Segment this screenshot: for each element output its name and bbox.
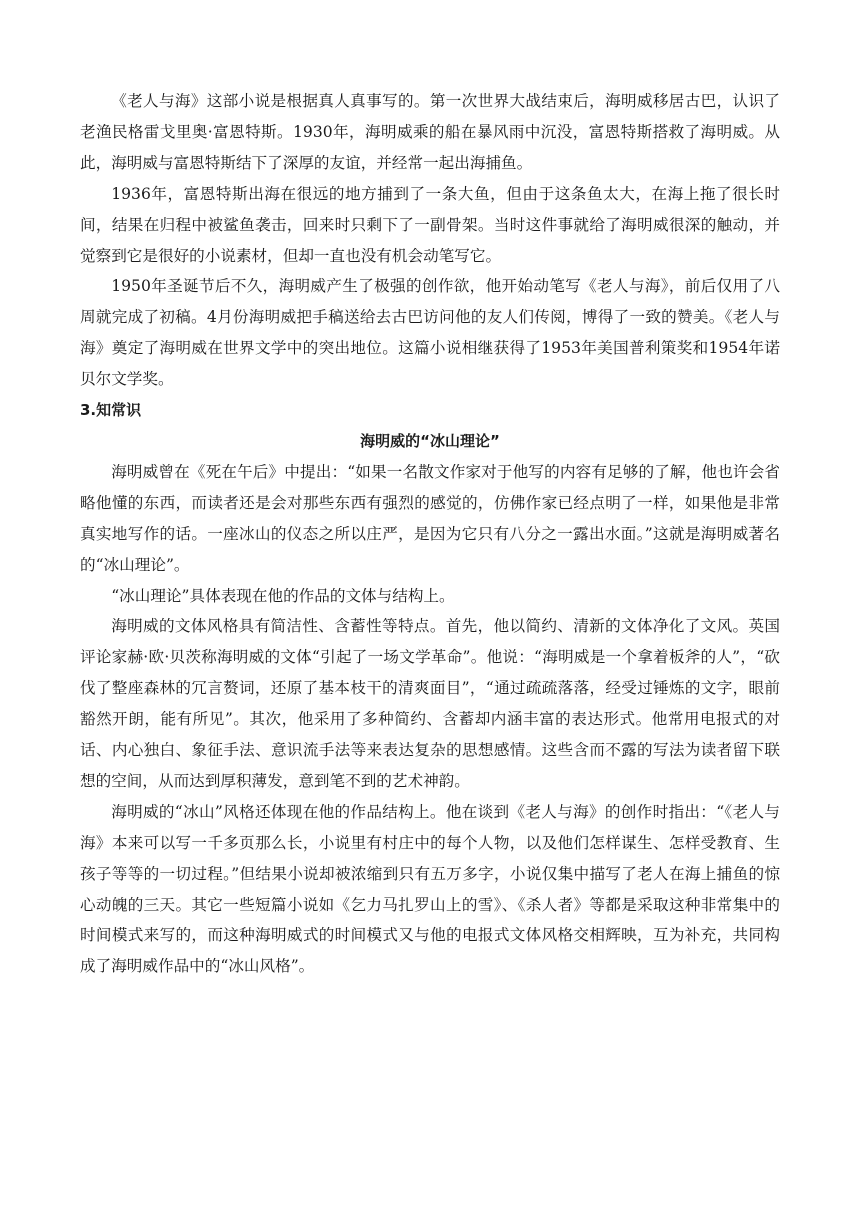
- section-paragraph-style: 海明威的文体风格具有简洁性、含蓄性等特点。首先，他以简约、清新的文体净化了文风。英国评论家赫·欧·贝茨称海明威的文体“引起了一场文学革命”。他说：“海明威是一个拿着板斧的人”，“砍伐了整座森林的冗言赘词，还原了基本枝干的清爽面目”，“通过疏疏落落，经受过锤炼的文字，眼前豁然开朗，能有所见”。其次，他采用了多种简约、含蓄却内涵丰富的表达形式。他常用电报式的对话、内心独白、象征手法、意识流手法等来表达复杂的思想感情。这些含而不露的写法为读者留下联想的空间，从而达到厚积薄发，意到笔不到的艺术神韵。: [80, 617, 780, 790]
- section-paragraph-expression: “冰山理论”具体表现在他的作品的文体与结构上。: [111, 586, 455, 605]
- intro-paragraph-origin: 《老人与海》这部小说是根据真人真事写的。第一次世界大战结束后，海明威移居古巴，认识了老渔民格雷戈里奥·富恩特斯。1930年，海明威乘的船在暴风雨中沉没，富恩特斯搭救了海明威。从此，海明威与富恩特斯结下了深厚的友谊，并经常一起出海捕鱼。: [80, 92, 780, 172]
- document-body: [80, 86, 780, 982]
- section-heading: 3.知常识: [80, 401, 142, 420]
- intro-paragraph-writing: 1950年圣诞节后不久，海明威产生了极强的创作欲，他开始动笔写《老人与海》，前后仅用了八周就完成了初稿。4月份海明威把手稿送给去古巴访问他的友人们传阅，博得了一致的赞美。《老人与海》奠定了海明威在世界文学中的突出地位。这篇小说相继获得了1953年美国普利策奖和1954年诺贝尔文学奖。: [80, 277, 780, 389]
- intro-paragraph-big-fish: 1936年，富恩特斯出海在很远的地方捕到了一条大鱼，但由于这条鱼太大，在海上拖了很长时间，结果在归程中被鲨鱼袭击，回来时只剩下了一副骨架。当时这件事就给了海明威很深的触动，并觉察到它是很好的小说素材，但却一直也没有机会动笔写它。: [80, 184, 780, 265]
- article-title: 海明威的“冰山理论”: [360, 431, 500, 450]
- section-paragraph-quote: 海明威曾在《死在午后》中提出：“如果一名散文作家对于他写的内容有足够的了解，他也许会省略他懂的东西，而读者还是会对那些东西有强烈的感觉的，仿佛作家已经点明了一样，如果他是非常真实地写作的话。一座冰山的仪态之所以庄严，是因为它只有八分之一露出水面。”这就是海明威著名的“冰山理论”。: [80, 462, 780, 574]
- section-paragraph-structure: 海明威的“冰山”风格还体现在他的作品结构上。他在谈到《老人与海》的创作时指出：“《老人与海》本来可以写一千多页那么长，小说里有村庄中的每个人物，以及他们怎样谋生、怎样受教育、生孩子等等的一切过程。”但结果小说却被浓缩到只有五万多字，小说仅集中描写了老人在海上捕鱼的惊心动魄的三天。其它一些短篇小说如《乞力马扎罗山上的雪》、《杀人者》等都是采取这种非常集中的时间模式来写的，而这种海明威式的时间模式又与他的电报式文体风格交相辉映，互为补充，共同构成了海明威作品中的“冰山风格”。: [80, 802, 780, 976]
